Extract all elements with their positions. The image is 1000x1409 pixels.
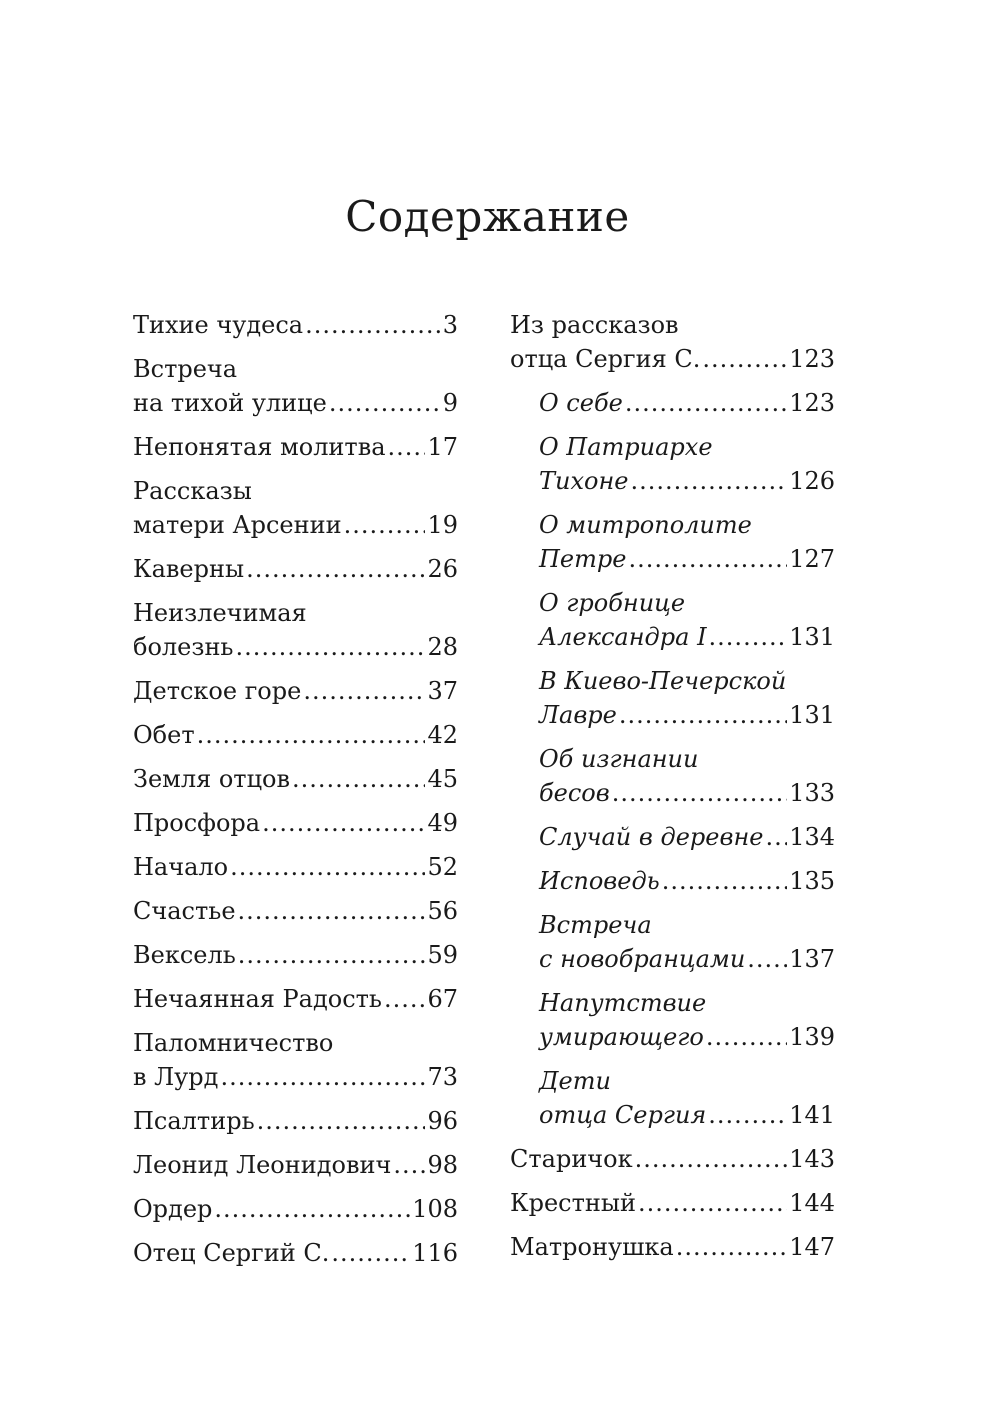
toc-subentry <box>539 586 835 654</box>
toc-entry-title: отца Сергия <box>539 1101 707 1129</box>
toc-entry <box>133 894 458 928</box>
dot-leader <box>706 1020 787 1054</box>
toc-page-number: 96 <box>427 1107 458 1135</box>
toc-entry-row <box>133 1104 458 1138</box>
toc-subentry <box>539 864 835 898</box>
toc-entry-title: болезнь <box>133 633 234 661</box>
toc-subentry <box>539 986 835 1054</box>
toc-entry-title: отца Сергия С. <box>510 345 701 373</box>
toc-entry <box>133 308 458 342</box>
toc-subentry <box>539 386 835 420</box>
page-title: Содержание <box>345 192 630 241</box>
dot-leader <box>393 1148 425 1182</box>
toc-entry-title-line: Встреча <box>133 355 238 383</box>
toc-entry-row <box>539 942 835 976</box>
dot-leader <box>236 630 426 664</box>
toc-entry-row <box>539 864 835 898</box>
toc-page-number: 139 <box>789 1023 835 1051</box>
dot-leader <box>662 864 787 898</box>
toc-entry <box>133 1026 458 1094</box>
toc-entry <box>133 806 458 840</box>
toc-entry <box>133 352 458 420</box>
toc-entry-title: Тихие чудеса <box>133 311 304 339</box>
toc-entry-title-line: О гробнице <box>539 589 686 617</box>
toc-page-number: 98 <box>427 1151 458 1179</box>
toc-entry-row <box>539 1098 835 1132</box>
toc-page-number: 67 <box>427 985 458 1013</box>
toc-page-number: 131 <box>789 701 835 729</box>
dot-leader <box>765 820 787 854</box>
dot-leader <box>197 718 426 752</box>
toc-entry-row <box>539 698 835 732</box>
toc-entry-title: матери Арсении <box>133 511 342 539</box>
toc-page-number: 59 <box>427 941 458 969</box>
toc-entry-row <box>539 386 835 420</box>
toc-entry-row <box>133 386 458 420</box>
toc-entry-title: Исповедь <box>539 867 660 895</box>
toc-entry-title-line: Напутствие <box>539 989 707 1017</box>
toc-entry-title-line: Из рассказов <box>510 311 679 339</box>
toc-page-number: 147 <box>789 1233 835 1261</box>
toc-entry-title-line: В Киево-Печерской <box>539 667 787 695</box>
dot-leader <box>262 806 425 840</box>
toc-entry-row <box>539 820 835 854</box>
toc-page-number: 134 <box>789 823 835 851</box>
toc-entry-title: Отец Сергий С. <box>133 1239 330 1267</box>
toc-entry <box>133 1104 458 1138</box>
toc-page-number: 45 <box>427 765 458 793</box>
toc-page-number: 135 <box>789 867 835 895</box>
toc-page-number: 73 <box>427 1063 458 1091</box>
toc-entry <box>133 552 458 586</box>
toc-entry-title-line: Рассказы <box>133 477 252 505</box>
toc-page-number: 141 <box>789 1101 835 1129</box>
toc-entry <box>133 1236 458 1270</box>
toc-page-number: 123 <box>789 389 835 417</box>
toc-entry-row <box>133 894 458 928</box>
toc-entry-title-line: О Патриархе <box>539 433 713 461</box>
dot-leader <box>238 938 426 972</box>
toc-entry <box>133 474 458 542</box>
toc-entry-row <box>510 1230 835 1264</box>
toc-entry-row <box>133 630 458 664</box>
toc-entry-title: Матронушка <box>510 1233 674 1261</box>
toc-entry-row <box>510 1186 835 1220</box>
toc-entry-title: Александра I <box>539 623 707 651</box>
toc-entry-row <box>133 430 458 464</box>
toc-entry <box>133 718 458 752</box>
toc-entry-title-line: Об изгнании <box>539 745 699 773</box>
dot-leader <box>305 308 441 342</box>
dot-leader <box>630 464 787 498</box>
toc-page-number: 123 <box>789 345 835 373</box>
toc-entry-title-line: О митрополите <box>539 511 752 539</box>
toc-entry-title: с новобранцами <box>539 945 746 973</box>
toc-subentry <box>539 430 835 498</box>
toc-entry-row <box>539 542 835 576</box>
toc-left-column <box>133 308 458 1280</box>
toc-page-number: 37 <box>427 677 458 705</box>
dot-leader <box>708 1098 787 1132</box>
toc-entry-title: Старичок <box>510 1145 633 1173</box>
toc-entry-row <box>539 464 835 498</box>
toc-entry-title: Псалтирь <box>133 1107 255 1135</box>
dot-leader <box>220 1060 425 1094</box>
toc-entry-title: Петре <box>539 545 627 573</box>
dot-leader <box>329 386 441 420</box>
toc-subentry <box>539 1064 835 1132</box>
toc-entry-title-line: Неизлечимая <box>133 599 307 627</box>
toc-entry-row <box>133 806 458 840</box>
toc-entry <box>133 430 458 464</box>
toc-page-number: 19 <box>427 511 458 539</box>
toc-page-number: 3 <box>442 311 458 339</box>
toc-entry-row <box>510 342 835 376</box>
toc-entry <box>133 596 458 664</box>
toc-page-number: 17 <box>427 433 458 461</box>
toc-page-number: 126 <box>789 467 835 495</box>
toc-entry-title: Ордер <box>133 1195 213 1223</box>
toc-entry-title: Просфора <box>133 809 261 837</box>
toc-entry-title: Лавре <box>539 701 617 729</box>
toc-entry-row <box>133 718 458 752</box>
dot-leader <box>635 1142 788 1176</box>
toc-entry <box>510 1230 835 1264</box>
toc-entry-title: О себе <box>539 389 623 417</box>
toc-entry-title: Нечаянная Радость <box>133 985 382 1013</box>
toc-page-number: 26 <box>427 555 458 583</box>
toc-entry-title: умирающего <box>539 1023 704 1051</box>
toc-entry-row <box>510 1142 835 1176</box>
toc-entry-row <box>133 850 458 884</box>
toc-entry-title: Обет <box>133 721 195 749</box>
toc-entry-title: Непонятая молитва <box>133 433 386 461</box>
toc-entry <box>133 982 458 1016</box>
toc-entry-row <box>539 776 835 810</box>
toc-entry <box>133 1148 458 1182</box>
toc-page-number: 52 <box>427 853 458 881</box>
toc-entry <box>133 674 458 708</box>
toc-entry-row <box>133 938 458 972</box>
dot-leader <box>303 674 425 708</box>
toc-entry <box>133 850 458 884</box>
toc-page-number: 28 <box>427 633 458 661</box>
toc-entry-row <box>133 308 458 342</box>
dot-leader <box>214 1192 410 1226</box>
dot-leader <box>344 508 426 542</box>
toc-entry-title: Леонид Леонидович <box>133 1151 392 1179</box>
toc-page-number: 131 <box>789 623 835 651</box>
toc-entry <box>133 938 458 972</box>
toc-page-number: 144 <box>789 1189 835 1217</box>
toc-subentry <box>539 664 835 732</box>
dot-leader <box>388 430 426 464</box>
toc-entry-title-line: Встреча <box>539 911 652 939</box>
dot-leader <box>331 1236 410 1270</box>
toc-page-number: 127 <box>789 545 835 573</box>
toc-entry-row <box>133 508 458 542</box>
toc-entry-title: бесов <box>539 779 610 807</box>
toc-subentry <box>539 508 835 576</box>
toc-entry-title: Счастье <box>133 897 236 925</box>
dot-leader <box>628 542 787 576</box>
toc-page-number: 143 <box>789 1145 835 1173</box>
toc-page-number: 42 <box>427 721 458 749</box>
toc-entry-title: Тихоне <box>539 467 629 495</box>
toc-entry-title: Вексель <box>133 941 236 969</box>
dot-leader <box>625 386 787 420</box>
dot-leader <box>676 1230 787 1264</box>
toc-entry-title: Каверны <box>133 555 245 583</box>
toc-subentry <box>539 908 835 976</box>
toc-entry-title: Случай в деревне <box>539 823 764 851</box>
toc-entry-title: на тихой улице <box>133 389 327 417</box>
toc-page-number: 56 <box>427 897 458 925</box>
toc-entry <box>510 1142 835 1176</box>
dot-leader <box>292 762 425 796</box>
toc-entry-row <box>539 620 835 654</box>
toc-entry-title-line: Дети <box>539 1067 611 1095</box>
toc-page-number: 137 <box>789 945 835 973</box>
toc-page-number: 133 <box>789 779 835 807</box>
dot-leader <box>230 850 425 884</box>
dot-leader <box>246 552 425 586</box>
toc-entry-title: Крестный <box>510 1189 636 1217</box>
toc-entry-title: Начало <box>133 853 229 881</box>
toc-page-number: 116 <box>412 1239 458 1267</box>
toc-entry-row <box>133 552 458 586</box>
toc-entry-row <box>133 674 458 708</box>
toc-page-number: 108 <box>412 1195 458 1223</box>
toc-entry-row <box>133 1236 458 1270</box>
toc-subentry <box>539 742 835 810</box>
dot-leader <box>257 1104 426 1138</box>
toc-entry-row <box>133 1060 458 1094</box>
toc-page-number: 9 <box>442 389 458 417</box>
dot-leader <box>612 776 787 810</box>
dot-leader <box>702 342 787 376</box>
toc-entry <box>133 762 458 796</box>
toc-entry-title-line: Паломничество <box>133 1029 334 1057</box>
toc-entry <box>510 1186 835 1220</box>
toc-entry-row <box>133 982 458 1016</box>
toc-entry-title: в Лурд <box>133 1063 219 1091</box>
toc-entry-title: Земля отцов <box>133 765 290 793</box>
toc-page-number: 49 <box>427 809 458 837</box>
toc-right-column <box>510 308 835 1274</box>
toc-entry-title: Детское горе <box>133 677 302 705</box>
dot-leader <box>747 942 787 976</box>
toc-entry <box>510 308 835 376</box>
toc-entry-row <box>133 1192 458 1226</box>
toc-entry-row <box>539 1020 835 1054</box>
toc-subentry <box>539 820 835 854</box>
dot-leader <box>619 698 787 732</box>
dot-leader <box>638 1186 787 1220</box>
toc-entry <box>133 1192 458 1226</box>
toc-entry-row <box>133 1148 458 1182</box>
dot-leader <box>384 982 425 1016</box>
dot-leader <box>709 620 788 654</box>
toc-entry-row <box>133 762 458 796</box>
dot-leader <box>238 894 426 928</box>
